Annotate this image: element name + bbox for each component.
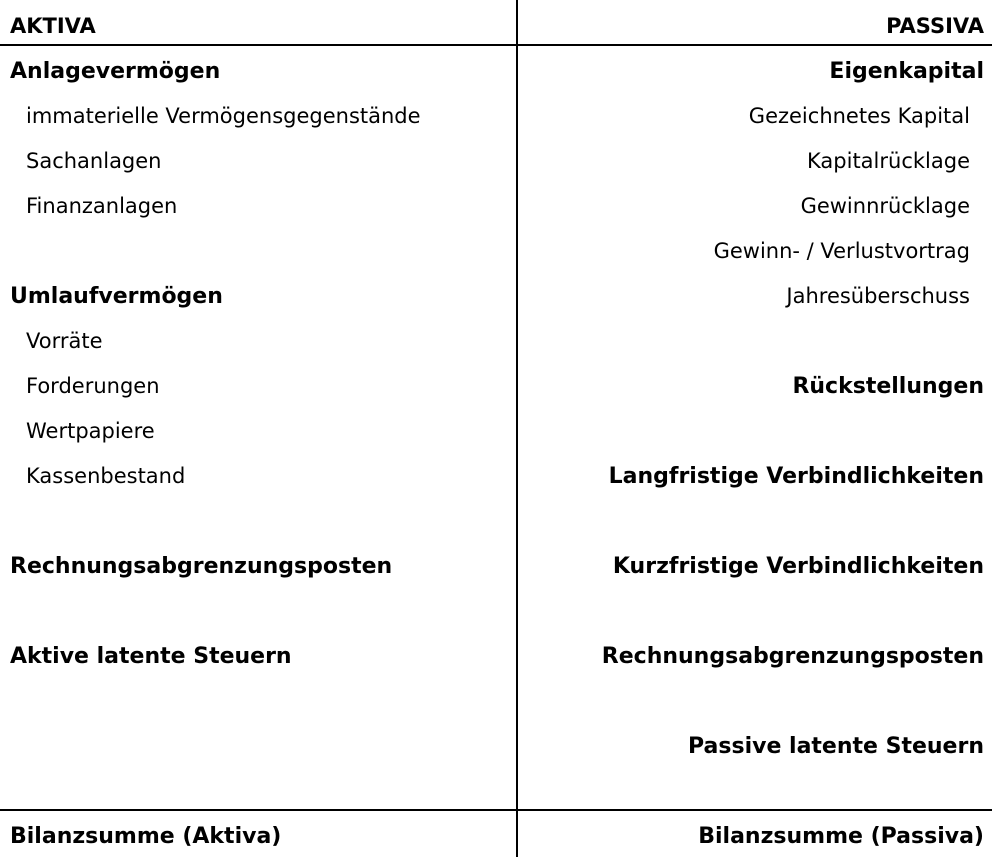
passiva-rechnungsabgrenzung: Rechnungsabgrenzungsposten bbox=[601, 644, 984, 669]
bilanzsumme-passiva: Bilanzsumme (Passiva) bbox=[698, 824, 984, 849]
aktiva-header: AKTIVA bbox=[10, 14, 96, 38]
eigenkapital-item: Gewinn- / Verlustvortrag bbox=[713, 239, 970, 263]
umlaufvermoegen-item: Kassenbestand bbox=[26, 464, 186, 488]
umlaufvermoegen-item: Wertpapiere bbox=[26, 419, 155, 443]
eigenkapital-item: Gezeichnetes Kapital bbox=[748, 104, 970, 128]
passiva-header: PASSIVA bbox=[886, 14, 984, 38]
anlagevermoegen-item: immaterielle Vermögensgegenstände bbox=[26, 104, 421, 128]
kurzfristige-verbindlichkeiten: Kurzfristige Verbindlichkeiten bbox=[612, 554, 984, 579]
eigenkapital-item: Gewinnrücklage bbox=[800, 194, 970, 218]
eigenkapital-item: Kapitalrücklage bbox=[807, 149, 970, 173]
anlagevermoegen-title: Anlagevermögen bbox=[10, 59, 221, 84]
anlagevermoegen-item: Finanzanlagen bbox=[26, 194, 178, 218]
langfristige-verbindlichkeiten: Langfristige Verbindlichkeiten bbox=[608, 464, 984, 489]
aktiva-rechnungsabgrenzung: Rechnungsabgrenzungsposten bbox=[10, 554, 393, 579]
header-rule bbox=[0, 44, 992, 46]
passive-latente-steuern: Passive latente Steuern bbox=[688, 734, 984, 759]
aktive-latente-steuern: Aktive latente Steuern bbox=[10, 644, 292, 669]
anlagevermoegen-item: Sachanlagen bbox=[26, 149, 162, 173]
column-divider bbox=[516, 0, 518, 857]
total-rule bbox=[0, 809, 992, 811]
bilanzsumme-aktiva: Bilanzsumme (Aktiva) bbox=[10, 824, 282, 849]
eigenkapital-title: Eigenkapital bbox=[829, 59, 984, 84]
umlaufvermoegen-item: Forderungen bbox=[26, 374, 160, 398]
rueckstellungen: Rückstellungen bbox=[792, 374, 984, 399]
umlaufvermoegen-title: Umlaufvermögen bbox=[10, 284, 223, 309]
eigenkapital-item: Jahresüberschuss bbox=[786, 284, 970, 308]
umlaufvermoegen-item: Vorräte bbox=[26, 329, 103, 353]
